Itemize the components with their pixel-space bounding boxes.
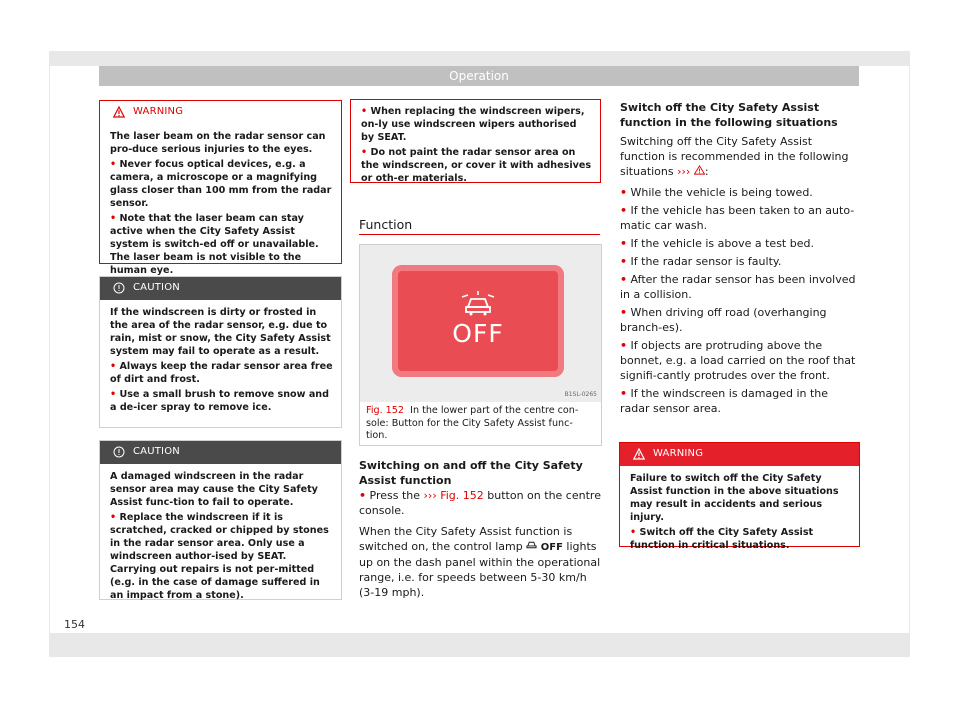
caution-item: • Replace the windscreen if it is scratched, cracked or chipped by stones in the radar sensor area. Only use a windscreen author-ised by SEAT. Carrying out repairs is not per-mitted (e.g. in the case of damage suffered in an impact from a stone).	[110, 512, 329, 601]
section-title: Function	[359, 217, 413, 232]
ref-arrows[interactable]: ›››	[677, 165, 691, 178]
section-header	[359, 214, 600, 235]
caution-intro: A damaged windscreen in the radar sensor area may cause the City Safety Assist func-tion to fail to operate.	[110, 471, 318, 508]
caution-circle-icon	[113, 282, 125, 294]
caution-header	[100, 277, 341, 300]
situation-item: • If the vehicle has been taken to an auto-matic car wash.	[620, 204, 855, 232]
caution-box-windscreen	[99, 440, 342, 600]
situation-list	[620, 185, 860, 416]
warning-label: WARNING	[653, 448, 704, 459]
caution-item: • Use a small brush to remove snow and a de-icer spray to remove ice.	[110, 389, 330, 413]
situation-item: • If the windscreen is damaged in the radar sensor area.	[620, 387, 829, 415]
situation-item: • If objects are protruding above the bonnet, e.g. a load carried on the roof that signifi-cantly protrudes over the front.	[620, 339, 856, 382]
car-collision-icon	[458, 289, 498, 317]
warning-item: • Do not paint the radar sensor area on the windscreen, or cover it with adhesives or oth-er materials.	[361, 147, 592, 184]
page-number: 154	[64, 618, 85, 631]
caution-item: • Always keep the radar sensor area free of dirt and frost.	[110, 361, 333, 385]
warning-item: • When replacing the windscreen wipers, on-ly use windscreen wipers authorised by SEAT.	[361, 106, 585, 143]
warning-box-continued	[350, 99, 601, 183]
figure-image	[360, 245, 601, 402]
warning-triangle-icon	[694, 165, 705, 175]
lamp-paragraph: When the City Safety Assist function is switched on, the control lamp OFF lights up on the dash panel within the operational range, i.e. for speeds between 5-30 km/h (3-19 mph).	[359, 525, 601, 599]
page-header: Operation	[99, 66, 859, 86]
off-label: OFF	[452, 319, 504, 348]
lamp-off-text: OFF	[540, 542, 563, 553]
situation-item: • If the radar sensor is faulty.	[620, 255, 782, 268]
switching-section	[359, 458, 601, 600]
figure-caption: Fig. 152 In the lower part of the centre con-sole: Button for the City Safety Assist func-tion.	[366, 405, 579, 441]
warning-item: • Switch off the City Safety Assist function in critical situations.	[630, 527, 814, 551]
caution-intro: If the windscreen is dirty or frosted in the area of the radar sensor, e.g. due to rain, mist or snow, the City Safety Assist system may fail to operate as a result.	[110, 307, 331, 357]
warning-label: WARNING	[133, 106, 184, 117]
car-lamp-icon	[526, 540, 537, 550]
switch-off-section	[620, 100, 860, 419]
city-safety-off-button	[392, 265, 564, 377]
warning-header	[620, 443, 859, 466]
caution-box-frost	[99, 276, 342, 428]
warning-item: • Note that the laser beam can stay active when the City Safety Assist system is switch-ed off or unavailable. The laser beam is not visible to the human eye.	[110, 213, 319, 276]
warning-box-switch-off	[619, 442, 860, 551]
caution-label: CAUTION	[133, 446, 180, 457]
figure-code: B1SL-0265	[564, 391, 597, 398]
warning-triangle-icon	[113, 106, 125, 118]
situation-item: • If the vehicle is above a test bed.	[620, 237, 814, 250]
switch-off-intro: Switching off the City Safety Assist function is recommended in the following situations ››› :	[620, 135, 849, 178]
switch-off-heading: Switch off the City Safety Assist function in the following situations	[620, 101, 838, 129]
situation-item: • When driving off road (overhanging branch-es).	[620, 306, 827, 334]
press-instruction: • Press the ››› Fig. 152 button on the centre console.	[359, 489, 601, 517]
warning-intro: The laser beam on the radar sensor can pro-duce serious injuries to the eyes.	[110, 131, 326, 155]
figure-frame	[359, 244, 602, 446]
situation-item: • While the vehicle is being towed.	[620, 186, 813, 199]
warning-intro: Failure to switch off the City Safety Assist function in the above situations may result in accidents and serious injury.	[630, 473, 839, 523]
warning-triangle-icon	[633, 448, 645, 460]
situation-item: • After the radar sensor has been involved in a collision.	[620, 273, 856, 301]
warning-item: • Never focus optical devices, e.g. a camera, a microscope or a magnifying glass closer than 100 mm from the radar sensor.	[110, 159, 332, 209]
caution-circle-icon	[113, 446, 125, 458]
warning-header	[100, 101, 341, 124]
caution-label: CAUTION	[133, 282, 180, 293]
sub-heading: Switching on and off the City Safety Assist function	[359, 459, 583, 487]
warning-box-laser	[99, 100, 342, 276]
fig-ref-link[interactable]: ››› Fig. 152	[423, 489, 484, 502]
caution-header	[100, 441, 341, 464]
